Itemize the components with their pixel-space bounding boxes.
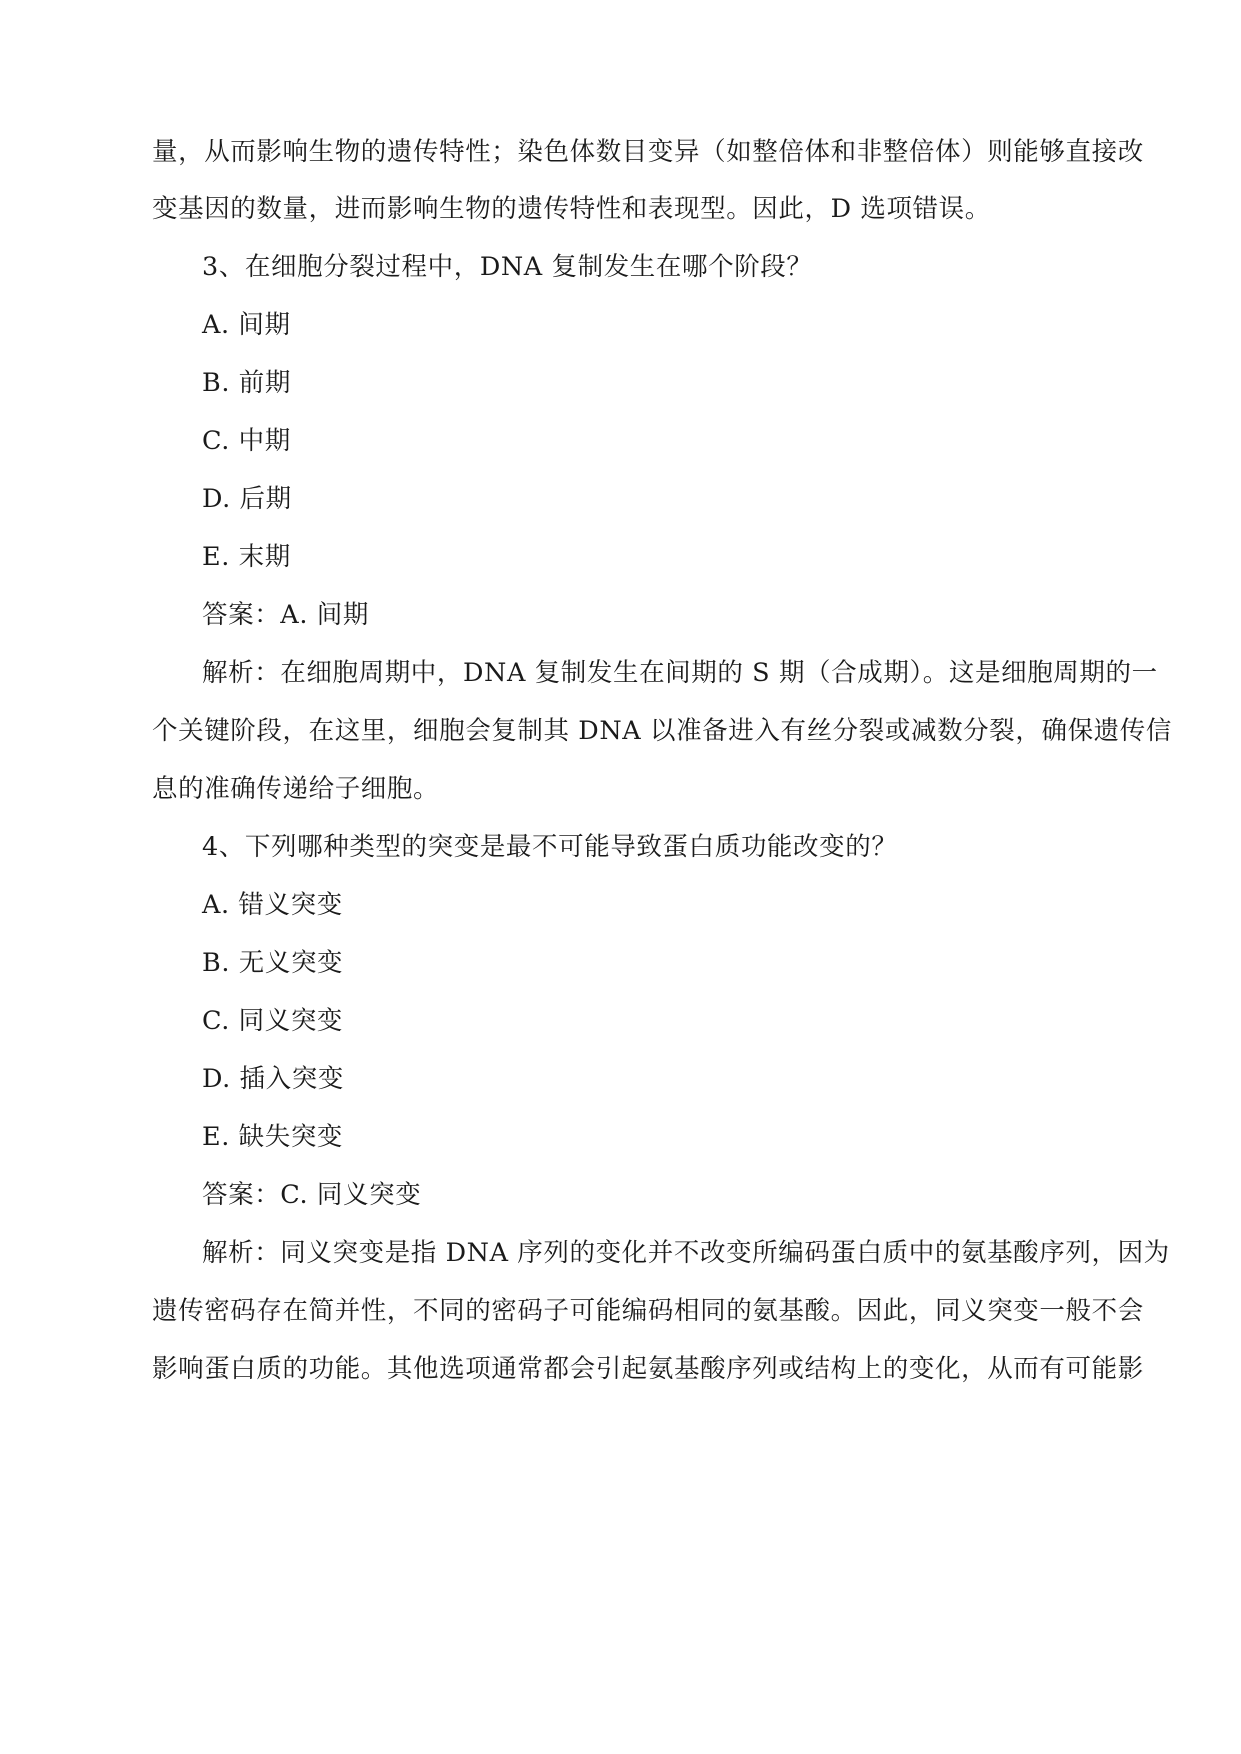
question-3-option-e: E. 末期 [202, 542, 291, 572]
question-4-option-b: B. 无义突变 [202, 948, 344, 978]
question-3-analysis-line-2: 个关键阶段，在这里，细胞会复制其 DNA 以准备进入有丝分裂或减数分裂，确保遗传信 [152, 716, 1172, 746]
question-4-analysis-line-3: 影响蛋白质的功能。其他选项通常都会引起氨基酸序列或结构上的变化，从而有可能影 [152, 1354, 1144, 1384]
question-4-stem: 4、下列哪种类型的突变是最不可能导致蛋白质功能改变的？ [202, 832, 898, 862]
question-3-stem: 3、在细胞分裂过程中，DNA 复制发生在哪个阶段？ [202, 252, 813, 282]
question-3-analysis-line-3: 息的准确传递给子细胞。 [152, 774, 440, 804]
question-3-option-b: B. 前期 [202, 368, 291, 398]
question-4-analysis-line-1: 解析：同义突变是指 DNA 序列的变化并不改变所编码蛋白质中的氨基酸序列，因为 [202, 1238, 1170, 1268]
question-4-option-d: D. 插入突变 [202, 1064, 344, 1094]
question-4-option-a: A. 错义突变 [202, 890, 343, 920]
intro-line-1: 量，从而影响生物的遗传特性；染色体数目变异（如整倍体和非整倍体）则能够直接改 [152, 137, 1144, 167]
question-4-option-c: C. 同义突变 [202, 1006, 344, 1036]
question-4-option-e: E. 缺失突变 [202, 1122, 344, 1152]
question-3-option-a: A. 间期 [202, 310, 291, 340]
question-3-answer: 答案：A. 间期 [202, 600, 369, 630]
question-3-option-c: C. 中期 [202, 426, 291, 456]
question-3-option-d: D. 后期 [202, 484, 292, 514]
question-3-analysis-line-1: 解析：在细胞周期中，DNA 复制发生在间期的 S 期（合成期）。这是细胞周期的一 [202, 658, 1158, 688]
question-4-answer: 答案：C. 同义突变 [202, 1180, 422, 1210]
intro-line-2: 变基因的数量，进而影响生物的遗传特性和表现型。因此，D 选项错误。 [152, 194, 991, 224]
question-4-analysis-line-2: 遗传密码存在简并性，不同的密码子可能编码相同的氨基酸。因此，同义突变一般不会 [152, 1296, 1144, 1326]
